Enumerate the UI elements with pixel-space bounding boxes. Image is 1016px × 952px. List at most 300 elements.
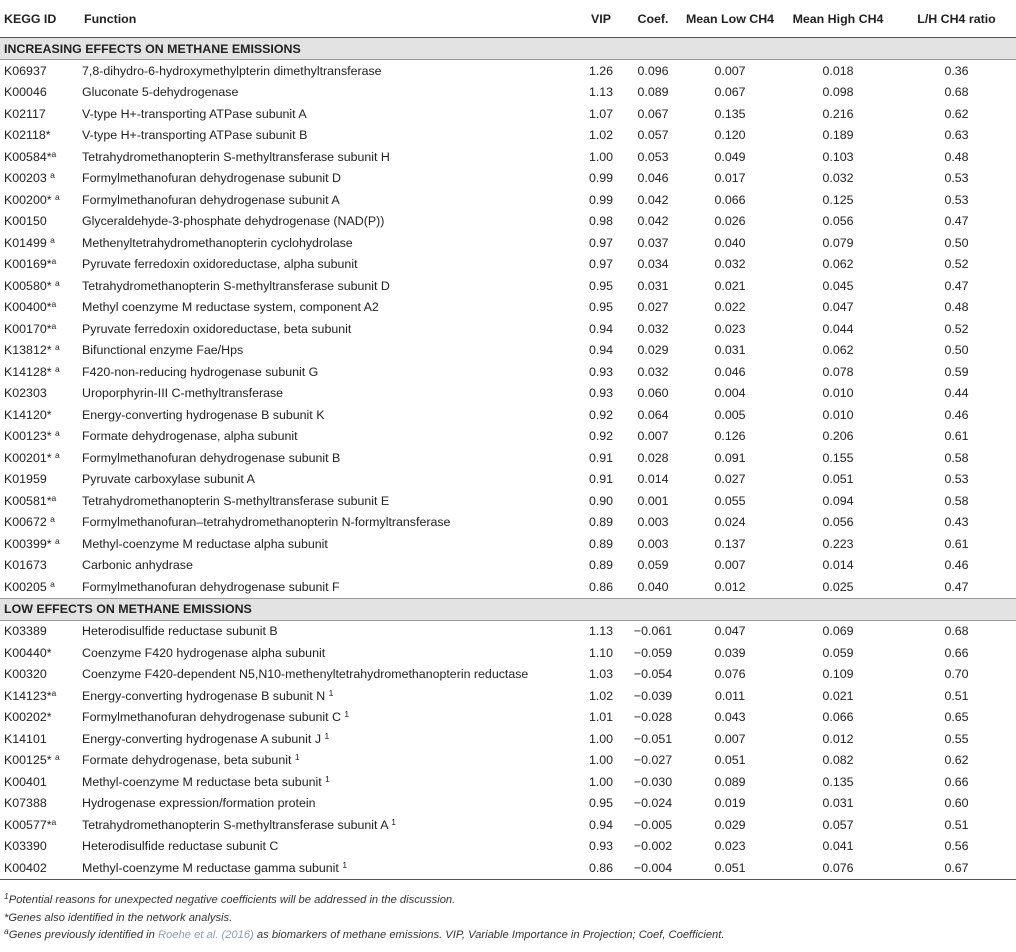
function-text: V-type H+-transporting ATPase subunit B [82, 128, 308, 143]
kegg-id: K00440* [4, 645, 52, 660]
function-footnote-mark: 1 [391, 816, 396, 827]
mean-high-cell: 0.051 [822, 472, 854, 487]
mean-high-cell: 0.206 [822, 429, 854, 444]
mean-high-cell: 0.056 [822, 214, 854, 229]
mean-high-cell: 0.103 [822, 149, 854, 164]
function-cell [80, 533, 577, 555]
function-text: Coenzyme F420-dependent N5,N10-methenyltetrahydromethanopterin reductase [82, 667, 529, 682]
table-row [0, 469, 1016, 491]
vip-cell: 1.02 [588, 688, 614, 703]
mean-low-cell: 0.067 [714, 85, 746, 100]
function-cell [80, 189, 577, 211]
mean-high-cell: 0.044 [822, 321, 854, 336]
kegg-id: K00169* [4, 257, 52, 272]
mean-low-cell: 0.039 [714, 645, 746, 660]
table-row [0, 836, 1016, 858]
mean-high-cell: 0.076 [779, 857, 897, 879]
ratio-cell: 0.56 [944, 839, 969, 854]
kegg-id-cell [0, 60, 80, 82]
mean-low-cell: 0.135 [714, 106, 746, 121]
kegg-id: K00584* [4, 149, 52, 164]
footnotes [4, 892, 725, 945]
kegg-id: K14123* [4, 688, 52, 703]
kegg-id-footnote-mark: a [54, 428, 60, 439]
function-text: Formylmethanofuran dehydrogenase subunit C [82, 710, 345, 725]
function-text: Formylmethanofuran dehydrogenase subunit B [82, 450, 341, 465]
ratio-cell: 0.61 [944, 429, 969, 444]
ratio-cell: 0.52 [944, 257, 969, 272]
coef-cell: 0.059 [637, 558, 669, 573]
function-cell [80, 297, 577, 319]
kegg-id-cell [0, 836, 80, 858]
mean-low-cell: 0.026 [714, 214, 746, 229]
table-row [0, 576, 1016, 598]
ratio-cell: 0.46 [944, 407, 969, 422]
function-cell [80, 750, 577, 772]
kegg-id-cell [0, 361, 80, 383]
header-mean-low: Mean Low CH4 [681, 0, 779, 38]
section-header-row [0, 598, 1016, 620]
kegg-id-cell [0, 404, 80, 426]
coef-cell: 0.031 [637, 278, 669, 293]
kegg-id-cell [0, 189, 80, 211]
mean-low-cell: 0.011 [714, 688, 746, 703]
mean-high-cell: 0.223 [822, 536, 854, 551]
function-cell [80, 728, 577, 750]
mean-low-cell: 0.049 [714, 149, 746, 164]
ratio-cell: 0.51 [944, 817, 969, 832]
kegg-id: K14101 [4, 731, 47, 746]
kegg-id: K00320 [4, 667, 47, 682]
kegg-id-cell [0, 340, 80, 362]
function-cell [80, 576, 577, 598]
mean-low-cell: 0.046 [714, 364, 746, 379]
mean-low-cell: 0.007 [714, 731, 746, 746]
coef-cell: 0.014 [637, 472, 669, 487]
kegg-id-cell [0, 103, 80, 125]
kegg-id-cell [0, 297, 80, 319]
table-row [0, 254, 1016, 276]
section-title: LOW EFFECTS ON METHANE EMISSIONS [0, 598, 1016, 620]
ratio-cell: 0.53 [944, 171, 969, 186]
kegg-id: K00123* [4, 429, 55, 444]
kegg-id: K00401 [4, 774, 47, 789]
function-text: Uroporphyrin-III C-methyltransferase [82, 386, 284, 401]
function-text: Formate dehydrogenase, beta subunit [82, 753, 295, 768]
function-cell [80, 685, 577, 707]
kegg-id-cell [0, 146, 80, 168]
kegg-id-cell [0, 728, 80, 750]
mean-high-cell: 0.021 [822, 688, 854, 703]
coef-cell: 0.027 [637, 300, 669, 315]
vip-cell: 0.99 [588, 171, 614, 186]
mean-high-cell: 0.069 [822, 624, 854, 639]
kegg-id-cell [0, 426, 80, 448]
vip-cell: 0.95 [588, 796, 614, 811]
footnote-1-mark: 1 [4, 891, 9, 901]
function-text: Energy-converting hydrogenase B subunit N [82, 688, 329, 703]
function-text: Coenzyme F420 hydrogenase alpha subunit [82, 645, 326, 660]
kegg-id-footnote-mark: a [51, 256, 57, 267]
kegg-id: K00170* [4, 321, 52, 336]
ratio-cell: 0.55 [944, 731, 969, 746]
coef-cell: 0.042 [637, 214, 669, 229]
table-row [0, 685, 1016, 707]
mean-low-cell: 0.043 [714, 710, 746, 725]
coef-cell: 0.032 [637, 364, 669, 379]
coef-cell: 0.034 [637, 257, 669, 272]
ratio-cell: 0.44 [944, 386, 969, 401]
coef-cell: −0.030 [633, 774, 673, 789]
table-row [0, 771, 1016, 793]
kegg-id-cell [0, 82, 80, 104]
coef-cell: −0.002 [633, 839, 673, 854]
function-text: Energy-converting hydrogenase B subunit K [82, 407, 325, 422]
ratio-cell: 0.50 [944, 235, 969, 250]
vip-cell: 0.97 [588, 235, 614, 250]
mean-low-cell: 0.126 [714, 429, 746, 444]
function-text: Tetrahydromethanopterin S-methyltransferase subunit D [82, 278, 390, 293]
kegg-id-footnote-mark: a [51, 320, 57, 331]
mean-low-cell: 0.021 [714, 278, 746, 293]
mean-low-cell: 0.019 [714, 796, 746, 811]
table-row [0, 642, 1016, 664]
kegg-id-cell [0, 125, 80, 147]
mean-low-cell: 0.029 [714, 817, 746, 832]
mean-high-cell: 0.045 [822, 278, 854, 293]
vip-cell: 0.95 [588, 278, 614, 293]
kegg-id-cell [0, 275, 80, 297]
kegg-id: K03389 [4, 624, 47, 639]
table-row [0, 168, 1016, 190]
mean-high-cell: 0.047 [822, 300, 854, 315]
function-text: Heterodisulfide reductase subunit C [82, 839, 279, 854]
kegg-id-cell [0, 771, 80, 793]
function-cell [80, 232, 577, 254]
coef-cell: −0.024 [633, 796, 673, 811]
ratio-cell: 0.66 [944, 774, 969, 789]
function-cell [80, 146, 577, 168]
kegg-id: K13812* [4, 343, 55, 358]
mean-low-cell: 0.032 [714, 257, 746, 272]
ratio-cell: 0.62 [944, 753, 969, 768]
mean-high-cell: 0.135 [822, 774, 854, 789]
function-cell [80, 168, 577, 190]
ratio-cell: 0.66 [944, 645, 969, 660]
function-cell [80, 771, 577, 793]
coef-cell: −0.004 [625, 857, 681, 879]
function-footnote-mark: 1 [342, 859, 348, 870]
table-row [0, 728, 1016, 750]
kegg-id-cell [0, 642, 80, 664]
table-row [0, 750, 1016, 772]
mean-high-cell: 0.062 [822, 257, 854, 272]
function-text: Glyceraldehyde-3-phosphate dehydrogenase (NAD(P)) [82, 214, 385, 229]
ratio-cell: 0.48 [944, 300, 969, 315]
function-cell [80, 620, 577, 642]
ratio-cell: 0.67 [897, 857, 1016, 879]
function-cell [80, 793, 577, 815]
kegg-id-footnote-mark: a [51, 687, 57, 698]
mean-low-cell: 0.091 [714, 450, 746, 465]
table-row [0, 404, 1016, 426]
ratio-cell: 0.47 [944, 278, 969, 293]
coef-cell: 0.001 [637, 493, 669, 508]
kegg-id-footnote-mark: a [54, 191, 60, 202]
coef-cell: 0.053 [637, 149, 669, 164]
kegg-id-cell [0, 211, 80, 233]
table-row [0, 814, 1016, 836]
kegg-id-footnote-mark: a [54, 363, 60, 374]
coef-cell: −0.028 [633, 710, 673, 725]
table-row [0, 189, 1016, 211]
kegg-id-cell [0, 383, 80, 405]
coef-cell: 0.089 [637, 85, 669, 100]
footnote-1-text: Potential reasons for unexpected negative coefficients will be addressed in the discussion. [8, 894, 456, 906]
vip-cell: 0.89 [588, 558, 614, 573]
mean-low-cell: 0.137 [714, 536, 746, 551]
kegg-id-footnote-mark: a [54, 752, 60, 763]
vip-cell: 1.03 [588, 667, 614, 682]
mean-high-cell: 0.155 [822, 450, 854, 465]
kegg-id-cell [0, 750, 80, 772]
ratio-cell: 0.47 [944, 214, 969, 229]
table-row [0, 232, 1016, 254]
table-row [0, 512, 1016, 534]
table-row [0, 125, 1016, 147]
vip-cell: 0.89 [588, 536, 614, 551]
kegg-id-cell [0, 814, 80, 836]
function-text: Heterodisulfide reductase subunit B [82, 624, 278, 639]
header-kegg-id: KEGG ID [0, 0, 80, 38]
coef-cell: 0.057 [637, 128, 669, 143]
coef-cell: 0.040 [637, 579, 669, 594]
function-cell [80, 426, 577, 448]
kegg-id: K00580* [4, 278, 55, 293]
mean-high-cell: 0.032 [822, 171, 854, 186]
kegg-id-cell [0, 490, 80, 512]
table-row [0, 426, 1016, 448]
coef-cell: 0.007 [637, 429, 669, 444]
function-footnote-mark: 1 [325, 773, 330, 784]
kegg-id-cell [0, 512, 80, 534]
function-text: Methenyltetrahydromethanopterin cyclohydrolase [82, 235, 353, 250]
vip-cell: 0.98 [588, 214, 614, 229]
citation-link[interactable]: Roehe et al. (2016) [158, 929, 254, 941]
function-text: Formylmethanofuran dehydrogenase subunit F [82, 579, 340, 594]
table-row [0, 82, 1016, 104]
kegg-id: K00205 [4, 579, 51, 594]
table-row [0, 340, 1016, 362]
vip-cell: 0.94 [588, 343, 614, 358]
function-cell [80, 60, 577, 82]
kegg-id: K00046 [4, 85, 47, 100]
kegg-id-cell [0, 793, 80, 815]
ratio-cell: 0.50 [944, 343, 969, 358]
ratio-cell: 0.53 [944, 472, 969, 487]
mean-high-cell: 0.012 [822, 731, 854, 746]
function-text: Hydrogenase expression/formation protein [82, 796, 316, 811]
function-text: Tetrahydromethanopterin S-methyltransferase subunit E [82, 493, 390, 508]
function-text: Methyl-coenzyme M reductase gamma subunit [82, 860, 343, 875]
function-text: 7,8-dihydro-6-hydroxymethylpterin dimethyltransferase [82, 63, 382, 78]
ratio-cell: 0.43 [944, 515, 969, 530]
vip-cell: 1.13 [588, 85, 614, 100]
vip-cell: 0.94 [588, 817, 614, 832]
vip-cell: 0.91 [588, 472, 614, 487]
kegg-id: K00672 [4, 515, 51, 530]
kegg-id: K00399* [4, 536, 55, 551]
mean-low-cell: 0.031 [714, 343, 746, 358]
function-text: Formylmethanofuran dehydrogenase subunit A [82, 192, 340, 207]
kegg-id-cell [0, 318, 80, 340]
table-row [0, 533, 1016, 555]
mean-high-cell: 0.014 [822, 558, 854, 573]
kegg-id-footnote-mark: a [50, 578, 55, 589]
kegg-id: K00577* [4, 817, 52, 832]
function-text: Pyruvate ferredoxin oxidoreductase, beta subunit [82, 321, 352, 336]
vip-cell: 1.00 [588, 731, 614, 746]
function-text: Methyl-coenzyme M reductase beta subunit [82, 774, 326, 789]
vip-cell: 0.94 [588, 321, 614, 336]
coef-cell: 0.067 [637, 106, 669, 121]
function-cell [80, 857, 577, 879]
mean-high-cell: 0.041 [822, 839, 854, 854]
footnote-3-post: as biomarkers of methane emissions. VIP, Variable Importance in Projection; Coef, Coefficient. [253, 929, 725, 941]
function-footnote-mark: 1 [344, 709, 350, 720]
mean-low-cell: 0.089 [714, 774, 746, 789]
ratio-cell: 0.59 [944, 364, 969, 379]
ratio-cell: 0.58 [944, 450, 969, 465]
vip-cell: 0.93 [588, 364, 614, 379]
function-cell [80, 490, 577, 512]
ratio-cell: 0.61 [944, 536, 969, 551]
coef-cell: −0.061 [633, 624, 673, 639]
vip-cell: 0.93 [588, 386, 614, 401]
ratio-cell: 0.36 [944, 63, 969, 78]
mean-low-cell: 0.012 [714, 579, 746, 594]
kegg-id-footnote-mark: a [54, 277, 60, 288]
vip-cell: 0.86 [588, 579, 614, 594]
mean-low-cell: 0.022 [714, 300, 746, 315]
kegg-id: K02303 [4, 386, 47, 401]
header-function: Function [80, 0, 577, 38]
function-text: Methyl-coenzyme M reductase alpha subunit [82, 536, 328, 551]
kegg-id: K00400* [4, 300, 52, 315]
ratio-cell: 0.70 [944, 667, 969, 682]
table-row [0, 297, 1016, 319]
function-cell [80, 361, 577, 383]
kegg-id: K01499 [4, 235, 51, 250]
kegg-id-footnote-mark: a [51, 148, 57, 159]
vip-cell: 0.92 [588, 429, 614, 444]
ratio-cell: 0.46 [944, 558, 969, 573]
kegg-id: K00581* [4, 493, 52, 508]
kegg-id-footnote-mark: a [50, 170, 55, 181]
function-text: Carbonic anhydrase [82, 558, 193, 573]
function-cell [80, 340, 577, 362]
table-row [0, 383, 1016, 405]
mean-high-cell: 0.066 [822, 710, 854, 725]
header-ratio: L/H CH4 ratio [897, 0, 1016, 38]
vip-cell: 0.95 [588, 300, 614, 315]
ratio-cell: 0.63 [944, 128, 969, 143]
mean-high-cell: 0.082 [822, 753, 854, 768]
kegg-id: K00203 [4, 171, 51, 186]
table-row [0, 857, 1016, 879]
kegg-id: K00202* [4, 710, 52, 725]
function-text: Formate dehydrogenase, alpha subunit [82, 429, 298, 444]
kegg-id-cell [0, 168, 80, 190]
function-text: Energy-converting hydrogenase A subunit J [82, 731, 325, 746]
kegg-id: K01673 [4, 558, 47, 573]
coef-cell: 0.046 [637, 171, 669, 186]
table-row [0, 211, 1016, 233]
mean-high-cell: 0.010 [822, 407, 854, 422]
mean-low-cell: 0.066 [714, 192, 746, 207]
vip-cell: 1.02 [588, 128, 614, 143]
section-header-row [0, 38, 1016, 60]
function-cell [80, 836, 577, 858]
kegg-id-cell [0, 469, 80, 491]
coef-cell: −0.054 [633, 667, 673, 682]
section-title: INCREASING EFFECTS ON METHANE EMISSIONS [0, 38, 1016, 60]
table-row [0, 490, 1016, 512]
vip-cell: 0.91 [588, 450, 614, 465]
kegg-id: K01959 [4, 472, 47, 487]
kegg-id-cell [0, 707, 80, 729]
footnote-3-mark: a [4, 926, 9, 936]
vip-cell: 1.00 [588, 753, 614, 768]
kegg-id: K14120* [4, 407, 52, 422]
footnote-2-text: *Genes also identified in the network analysis. [4, 911, 233, 924]
header-vip: VIP [577, 0, 625, 38]
kegg-id: K07388 [4, 796, 47, 811]
function-cell [80, 211, 577, 233]
coef-cell: −0.059 [633, 645, 673, 660]
mean-low-cell: 0.055 [714, 493, 746, 508]
function-cell [80, 555, 577, 577]
mean-high-cell: 0.079 [822, 235, 854, 250]
mean-high-cell: 0.094 [822, 493, 854, 508]
mean-high-cell: 0.025 [822, 579, 854, 594]
vip-cell: 1.07 [588, 106, 614, 121]
mean-low-cell: 0.051 [714, 753, 746, 768]
mean-high-cell: 0.078 [822, 364, 854, 379]
table-row [0, 318, 1016, 340]
coef-cell: −0.005 [633, 817, 673, 832]
mean-low-cell: 0.024 [714, 515, 746, 530]
mean-low-cell: 0.051 [681, 857, 779, 879]
ratio-cell: 0.51 [944, 688, 969, 703]
kegg-id-cell [0, 576, 80, 598]
function-text: Tetrahydromethanopterin S-methyltransferase subunit H [82, 149, 390, 164]
vip-cell: 1.10 [588, 645, 614, 660]
coef-cell: 0.003 [637, 515, 669, 530]
function-cell [80, 383, 577, 405]
function-cell [80, 125, 577, 147]
kegg-id-footnote-mark: a [51, 816, 57, 827]
mean-low-cell: 0.040 [714, 235, 746, 250]
table-row [0, 620, 1016, 642]
ratio-cell: 0.62 [944, 106, 969, 121]
function-footnote-mark: 1 [328, 687, 334, 698]
mean-low-cell: 0.023 [714, 839, 746, 854]
kegg-id: K06937 [4, 63, 47, 78]
function-cell [80, 103, 577, 125]
ratio-cell: 0.58 [944, 493, 969, 508]
kegg-id: K00150 [4, 214, 47, 229]
